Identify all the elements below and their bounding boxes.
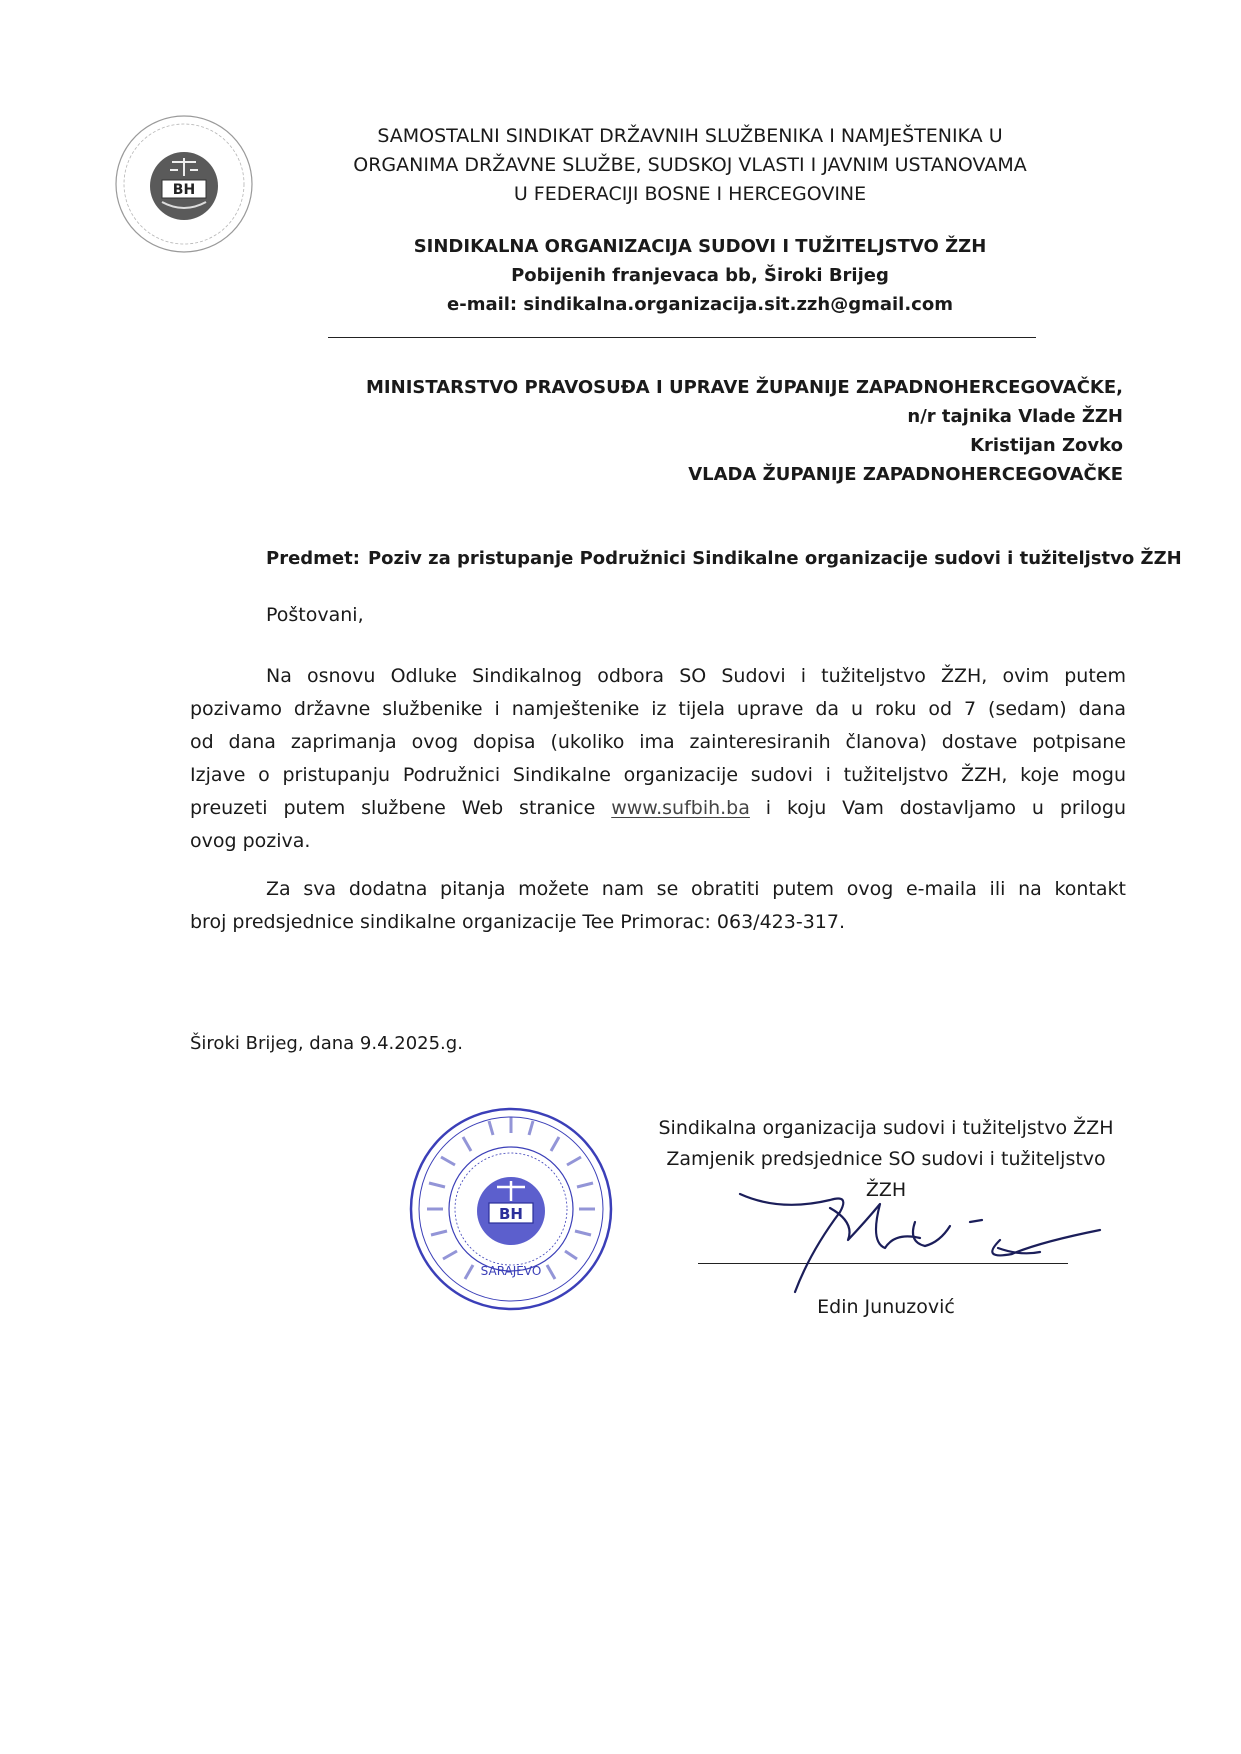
header-divider	[328, 337, 1036, 338]
recipient-person: Kristijan Zovko	[970, 435, 1123, 456]
union-name-line-2: ORGANIMA DRŽAVNE SLUŽBE, SUDSKOJ VLASTI I JAVNIM USTANOVAMA	[353, 154, 1027, 176]
signatory-name: Edin Junuzović	[817, 1296, 955, 1318]
paragraph-line: ovog poziva.	[190, 830, 311, 852]
recipient-ministry: MINISTARSTVO PRAVOSUĐA I UPRAVE ŽUPANIJE ZAPADNOHERCEGOVAČKE,	[366, 377, 1123, 398]
paragraph-line: Na osnovu Odluke Sindikalnog odbora SO Sudovi i tužiteljstvo ŽZH, ovim putem	[266, 665, 1126, 687]
signatory-role: Zamjenik predsjednice SO sudovi i tužiteljstvo	[666, 1148, 1106, 1170]
paragraph-line: broj predsjednice sindikalne organizacije Tee Primorac: 063/423-317.	[190, 911, 845, 933]
organization-email: e-mail: sindikalna.organizacija.sit.zzh@gmail.com	[447, 294, 953, 315]
website-link[interactable]: www.sufbih.ba	[611, 797, 750, 819]
union-logo	[112, 110, 256, 258]
paragraph-line: od dana zaprimanja ovog dopisa (ukoliko ima zainteresiranih članova) dostave potpisane	[190, 731, 1126, 753]
paragraph-text: preuzeti putem službene Web stranice	[190, 797, 612, 819]
paragraph-line: Izjave o pristupanju Podružnici Sindikalne organizacije sudovi i tužiteljstvo ŽZH, koje mogu	[190, 764, 1126, 786]
paragraph-line: pozivamo državne službenike i namještenike iz tijela uprave da u roku od 7 (sedam) dana	[190, 698, 1126, 720]
recipient-attention: n/r tajnika Vlade ŽZH	[907, 406, 1123, 427]
recipient-government: VLADA ŽUPANIJE ZAPADNOHERCEGOVAČKE	[688, 464, 1123, 485]
logo-letters: BH	[172, 182, 196, 198]
union-name-line-1: SAMOSTALNI SINDIKAT DRŽAVNIH SLUŽBENIKA I NAMJEŠTENIKA U	[377, 125, 1003, 147]
stamp-letters: BH	[499, 1205, 523, 1223]
paragraph-line	[190, 792, 1126, 825]
subject-label: Predmet:	[266, 548, 360, 569]
organization-name: SINDIKALNA ORGANIZACIJA SUDOVI I TUŽITELJSTVO ŽZH	[413, 236, 987, 257]
paragraph-text: i koju Vam dostavljamo u prilogu	[749, 797, 1126, 819]
handwritten-signature	[680, 1182, 1120, 1302]
signatory-role-cont: ŽZH	[865, 1179, 907, 1201]
body-paragraph-2	[190, 873, 1126, 939]
union-name-line-3: U FEDERACIJI BOSNE I HERCEGOVINE	[513, 183, 867, 205]
stamp-city: SARAJEVO	[480, 1264, 542, 1278]
greeting: Poštovani,	[266, 604, 364, 626]
signatory-organization: Sindikalna organizacija sudovi i tužiteljstvo ŽZH	[658, 1117, 1114, 1139]
subject-text: Poziv za pristupanje Podružnici Sindikalne organizacije sudovi i tužiteljstvo ŽZH	[367, 548, 1182, 569]
subject-line	[266, 544, 1182, 573]
paragraph-line: Za sva dodatna pitanja možete nam se obratiti putem ovog e-maila ili na kontakt	[266, 878, 1126, 900]
place-and-date: Široki Brijeg, dana 9.4.2025.g.	[190, 1033, 463, 1054]
organization-address: Pobijenih franjevaca bb, Široki Brijeg	[511, 265, 889, 286]
official-stamp	[405, 1103, 617, 1315]
body-paragraph-1	[190, 660, 1126, 858]
